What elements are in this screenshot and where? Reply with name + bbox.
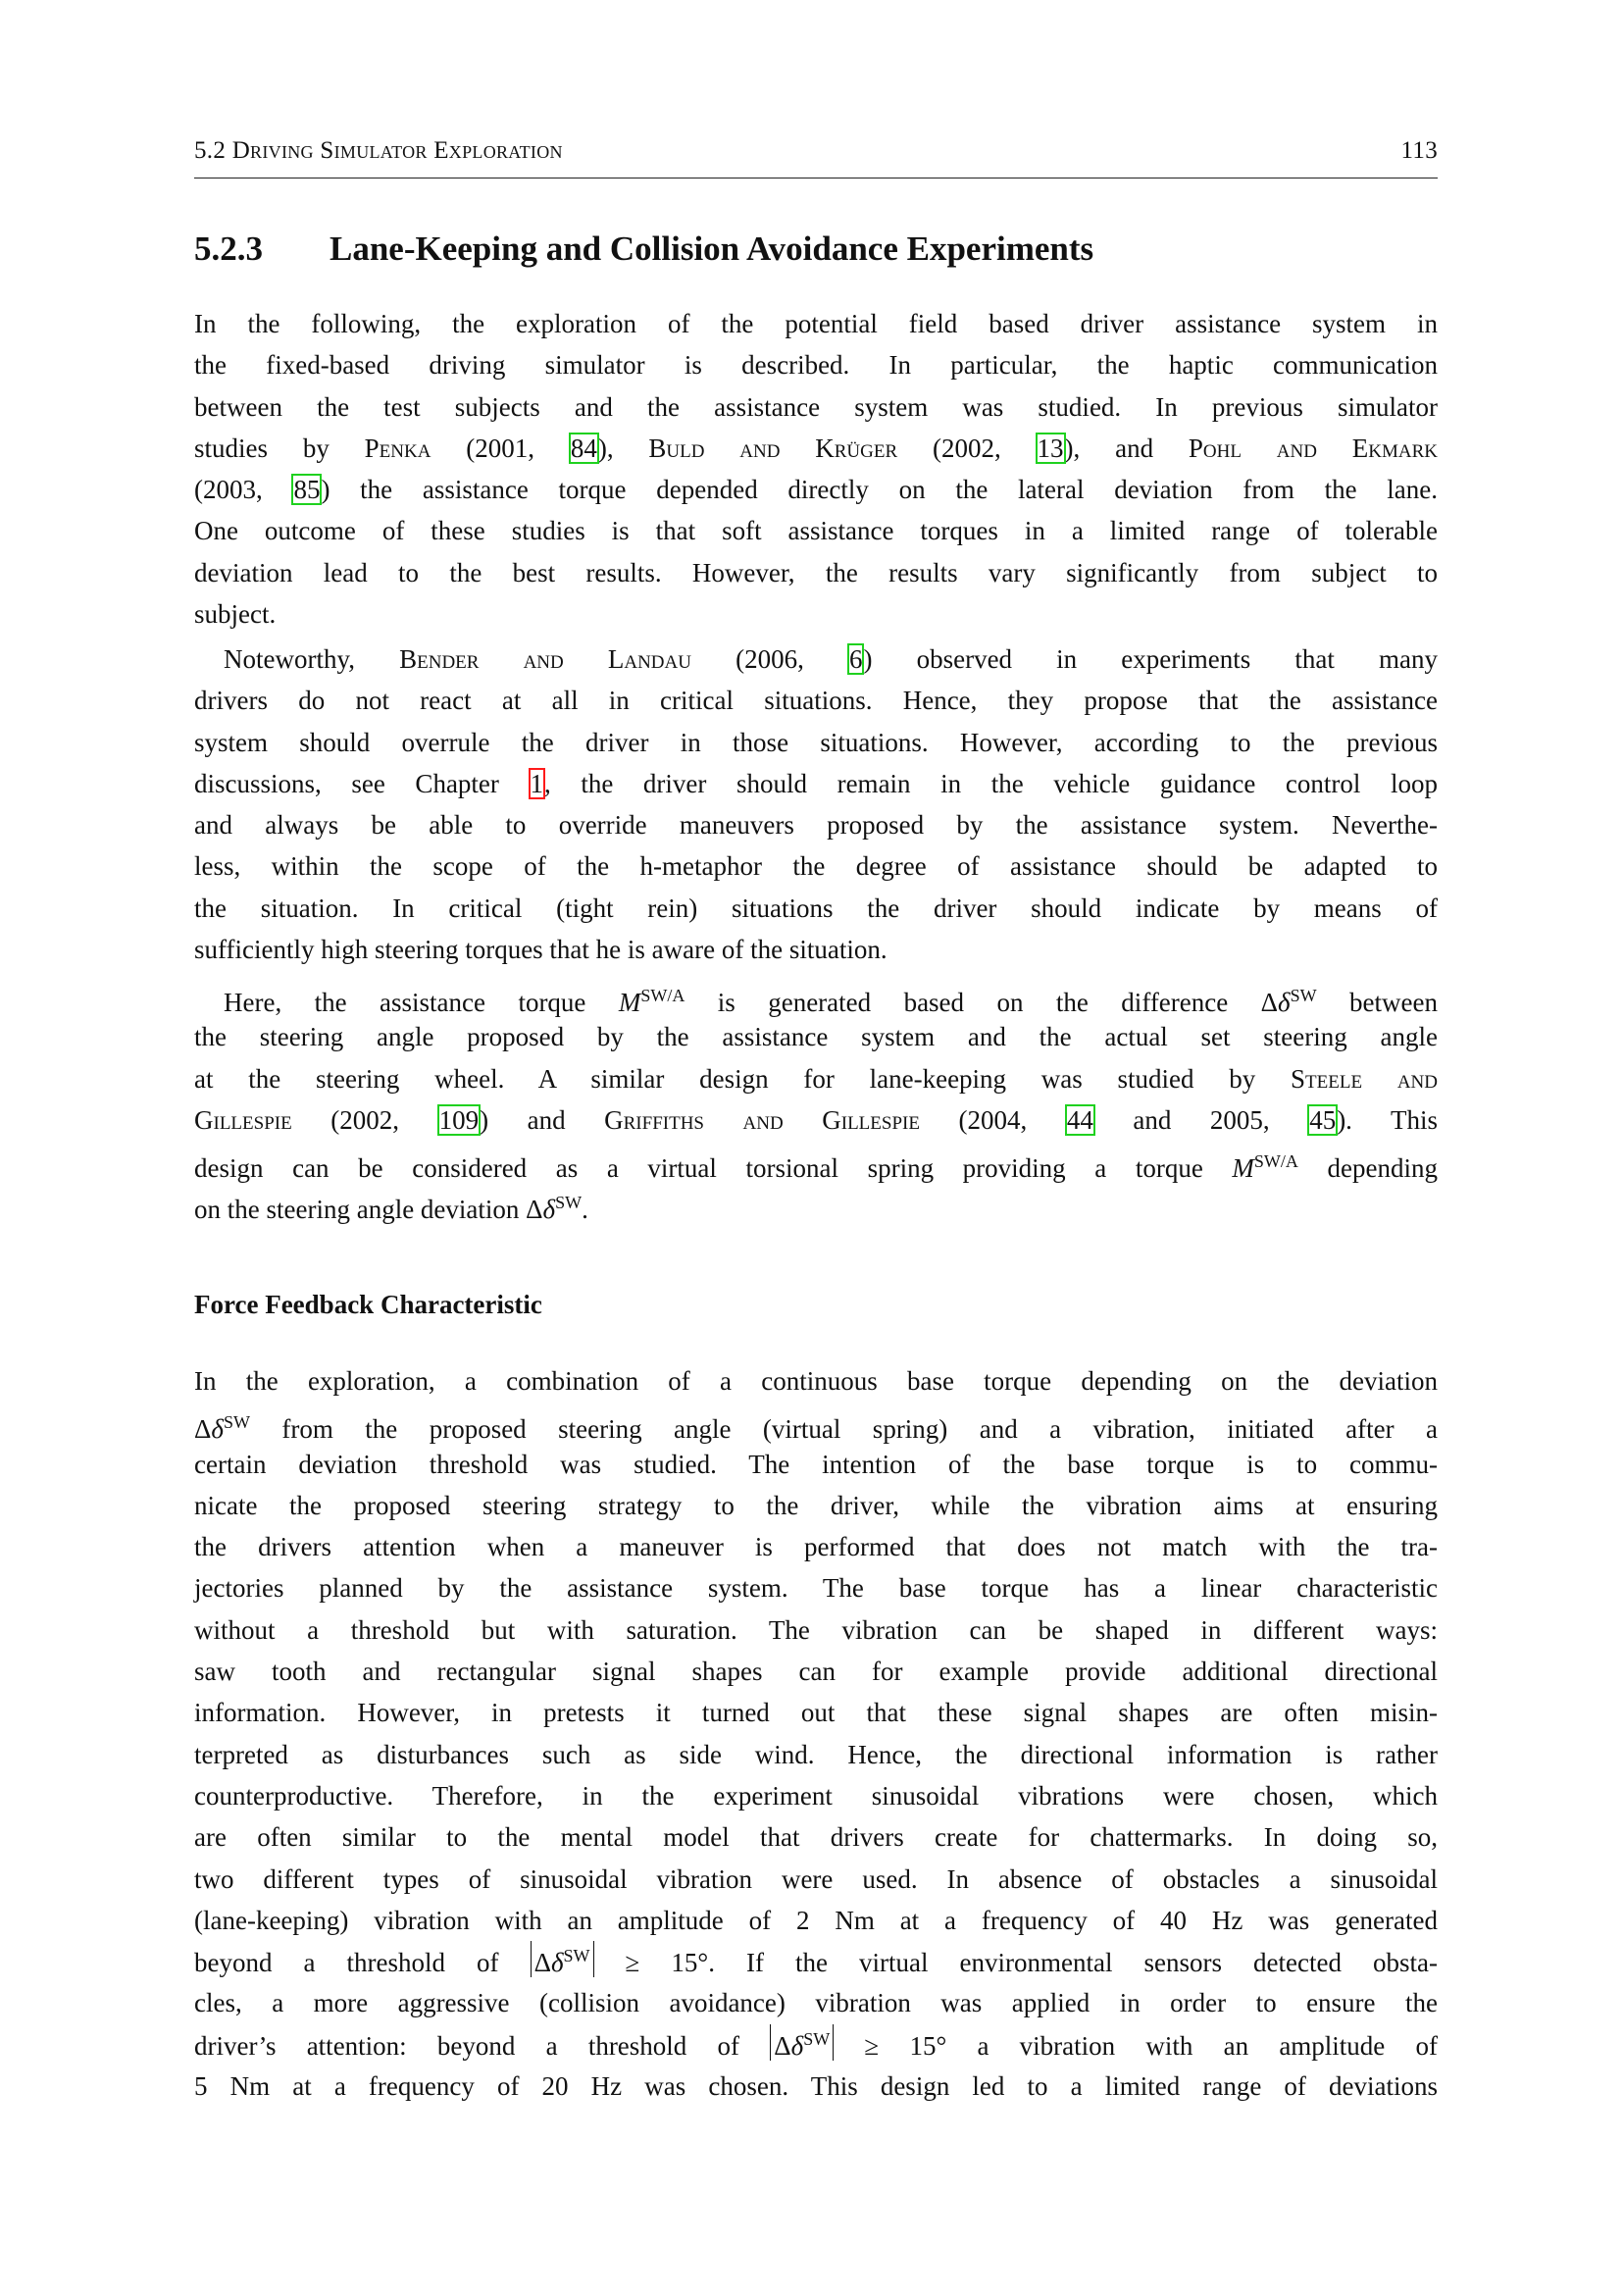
math-expression (1232, 1153, 1298, 1183)
text-line: counterproductive. Therefore, in the experiment sinusoidal vibrations were chosen, which (194, 1780, 1438, 1811)
math-symbol: M (618, 988, 641, 1017)
text-line: Noteworthy, Bender and Landau (2006, 6) observed in experiments that many (224, 644, 1438, 674)
author-names: Pohl and Ekmark (1188, 433, 1438, 463)
text-line: on the steering angle deviation $\Delta\delta^{SW}$. (194, 1193, 588, 1225)
citation-link[interactable]: 13 (1037, 433, 1064, 463)
text-line: between the test subjects and the assistance system was studied. In previous simulator (194, 391, 1438, 422)
math-abs-expression: $\Delta\delta^{SW}$ (770, 2024, 834, 2061)
math-superscript: SW (1290, 986, 1317, 1005)
text-line: discussions, see Chapter 1, the driver should remain in the vehicle guidance control loop (194, 768, 1438, 798)
citation-link[interactable]: 6 (848, 644, 863, 674)
math-superscript: SW (563, 1946, 590, 1966)
math-abs-expression: $\Delta\delta^{SW}$ (531, 1941, 594, 1977)
citation-link[interactable]: 44 (1066, 1104, 1093, 1135)
author-names: Steele and (1291, 1063, 1438, 1094)
citation-link[interactable]: 45 (1309, 1104, 1337, 1135)
math-symbol: δ (542, 1195, 556, 1225)
text-line: driver’s attention: beyond a threshold of $\Delta\delta^{SW} \ge 15^\circ$ a vibration with an amplitude of (194, 2024, 1438, 2066)
math-superscript: SW (555, 1193, 583, 1213)
text-line: deviation lead to the best results. However, the results vary significantly from subject to (194, 557, 1438, 587)
author-names: Bender and Landau (399, 644, 691, 674)
text-line: design can be considered as a virtual torsional spring providing a torque $M^{SW/A}$ depending (194, 1151, 1438, 1184)
text-line: 5 Nm at a frequency of 20 Hz was chosen. This design led to a limited range of deviations (194, 2071, 1438, 2102)
math-symbol: M (1232, 1153, 1254, 1184)
text-line: studies by Penka (2001, 84), Buld and Krüger (2002, 13), and Pohl and Ekmark (194, 433, 1438, 463)
text-line: In the following, the exploration of the potential field based driver assistance system in (194, 309, 1438, 338)
math-symbol: δ (211, 1414, 224, 1445)
author-names: Buld and Krüger (648, 433, 898, 463)
text-line: information. However, in pretests it turned out that these signal shapes are often misin- (194, 1698, 1438, 1728)
math-expression: $\Delta\delta^{SW}$ (1260, 986, 1317, 1017)
text-line: nicate the proposed steering strategy to the driver, while the vibration aims at ensuring (194, 1490, 1438, 1520)
text-line: saw tooth and rectangular signal shapes can for example provide additional directional (194, 1657, 1438, 1687)
text-line: system should overrule the driver in those situations. However, according to the previous (194, 727, 1438, 757)
text-line: and always be able to override maneuvers proposed by the assistance system. Neverthe- (194, 810, 1438, 841)
text-line: terpreted as disturbances such as side wind. Hence, the directional information is rather (194, 1739, 1438, 1769)
text-line: Here, the assistance torque $M^{SW/A}$ is generated based on the difference $\Delta\delta^{SW}$ between (224, 986, 1438, 1017)
page-number: 113 (1400, 137, 1438, 164)
text-line: certain deviation threshold was studied. The intention of the base torque is to commu- (194, 1449, 1438, 1479)
math-superscript: SW (803, 2028, 831, 2049)
section-title: Lane-Keeping and Collision Avoidance Experiments (330, 230, 1094, 268)
math-expression: $\Delta\delta^{SW}$ (526, 1193, 583, 1225)
text-line: (lane-keeping) vibration with an amplitude of 2 Nm at a frequency of 40 Hz was generated (194, 1905, 1438, 1935)
math-expression: $\Delta\delta^{SW}$ (194, 1412, 250, 1445)
running-header (194, 137, 1438, 177)
author-names: Griffiths and Gillespie (604, 1104, 920, 1135)
math-superscript: SW/A (1253, 1151, 1298, 1172)
running-title: 5.2 Driving Simulator Exploration (194, 137, 563, 164)
paragraph (194, 638, 1438, 970)
math-superscript: SW/A (640, 986, 685, 1005)
paragraph (194, 1360, 1438, 2107)
text-line: the fixed-based driving simulator is described. In particular, the haptic communication (194, 350, 1438, 381)
paragraph (194, 975, 1438, 1224)
text-line: Gillespie (2002, 109) and Griffiths and Gillespie (2004, 44 and 2005, 45). This (194, 1104, 1438, 1135)
math-superscript: SW (223, 1412, 250, 1433)
citation-link[interactable]: 85 (293, 475, 321, 505)
text-line: the situation. In critical (tight rein) situations the driver should indicate by means of (194, 893, 1438, 923)
text-line: beyond a threshold of $\Delta\delta^{SW} \ge 15^\circ$. If the virtual environmental sensors detected obsta- (194, 1941, 1438, 1982)
author-names: Penka (364, 433, 431, 463)
text-line: (2003, 85) the assistance torque depended directly on the lateral deviation from the lane. (194, 475, 1439, 505)
section-number: 5.2.3 (194, 230, 263, 268)
citation-link[interactable]: 84 (570, 433, 597, 463)
text-line: sufficiently high steering torques that he is aware of the situation. (194, 935, 888, 965)
text-line: $\Delta\delta^{SW}$ from the proposed steering angle (virtual spring) and a vibration, initiated after a (194, 1412, 1438, 1445)
text-line: One outcome of these studies is that soft assistance torques in a limited range of tolerable (194, 516, 1438, 546)
math-symbol: δ (1278, 988, 1291, 1017)
author-names: Gillespie (194, 1104, 292, 1135)
text-line: drivers do not react at all in critical situations. Hence, they propose that the assistance (194, 686, 1438, 716)
text-line: less, within the scope of the h-metaphor the degree of assistance should be adapted to (194, 851, 1438, 882)
text-line: at the steering wheel. A similar design for lane-keeping was studied by Steele and (194, 1063, 1438, 1094)
text-line: cles, a more aggressive (collision avoidance) vibration was applied in order to ensure the (194, 1988, 1438, 2018)
chapter-reference-link[interactable]: 1 (530, 768, 543, 798)
text-line: subject. (194, 599, 277, 630)
paragraph (194, 303, 1438, 635)
text-line: jectories planned by the assistance system. The base torque has a linear characteristic (194, 1573, 1438, 1604)
text-line: without a threshold but with saturation. The vibration can be shaped in different ways: (194, 1614, 1438, 1645)
text-line: In the exploration, a combination of a continuous base torque depending on the deviation (194, 1366, 1438, 1396)
section-heading (194, 230, 1438, 269)
math-expression (619, 988, 685, 1017)
citation-link[interactable]: 109 (438, 1104, 480, 1135)
text-line: the steering angle proposed by the assistance system and the actual set steering angle (194, 1022, 1438, 1052)
subsection-heading: Force Feedback Characteristic (194, 1290, 542, 1319)
header-rule (194, 178, 1438, 179)
text-line: are often similar to the mental model that drivers create for chattermarks. In doing so, (194, 1822, 1438, 1853)
math-symbol: δ (550, 1948, 564, 1978)
text-line: two different types of sinusoidal vibration were used. In absence of obstacles a sinusoidal (194, 1863, 1438, 1894)
math-symbol: δ (790, 2030, 804, 2061)
text-line: the drivers attention when a maneuver is performed that does not match with the tra- (194, 1532, 1438, 1562)
